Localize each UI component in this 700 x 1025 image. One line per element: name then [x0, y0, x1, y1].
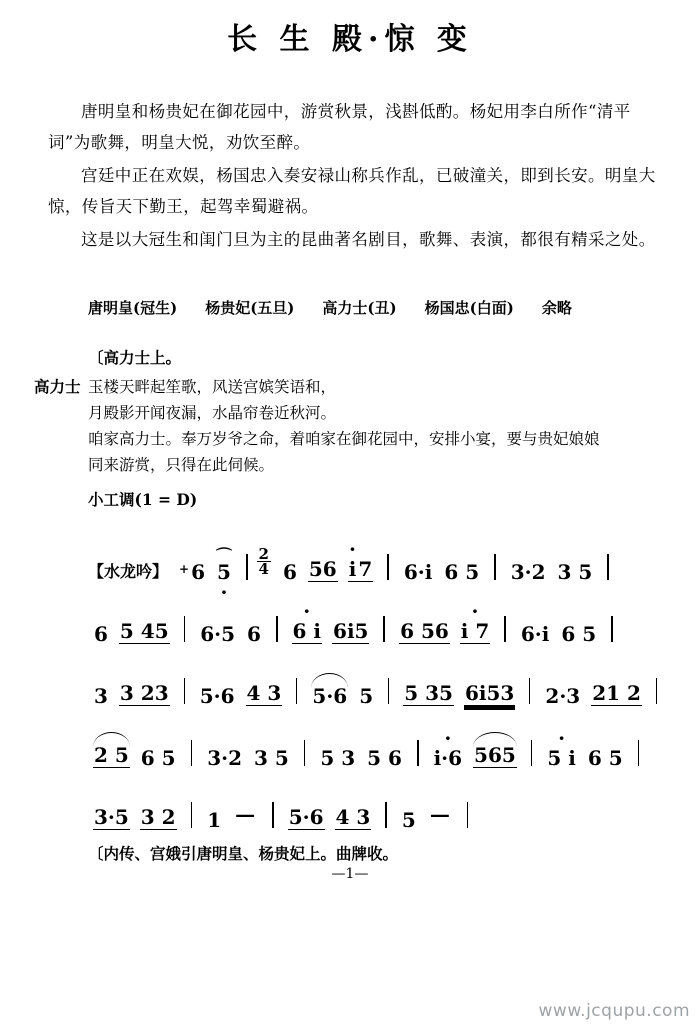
note-group	[510, 562, 547, 582]
note: 5	[359, 684, 374, 708]
note: 6 5	[587, 746, 623, 770]
numeric-score	[26, 524, 674, 834]
footer-stage-direction: 〔内传、宫娥引唐明皇、杨贵妃上。曲牌收。	[88, 844, 399, 863]
note: 5 45	[119, 619, 169, 643]
note-group	[403, 562, 433, 582]
grace-mark: +	[179, 562, 190, 576]
note-group	[460, 621, 490, 644]
note-group	[557, 562, 594, 582]
note: 6	[94, 622, 108, 646]
note-group	[464, 683, 515, 706]
note-extension-dash: —	[429, 802, 450, 826]
note: 6	[282, 560, 297, 584]
note-group	[206, 748, 243, 768]
barline	[656, 678, 657, 704]
role-item: 高力士(丑)	[322, 299, 397, 317]
barline	[388, 678, 389, 704]
note: 3·5	[94, 805, 129, 829]
barline	[184, 678, 185, 704]
score-system	[88, 586, 666, 648]
time-signature	[257, 547, 271, 576]
note-group	[288, 807, 325, 830]
page-title: 长 生 殿·惊 变	[227, 22, 473, 57]
note-group	[443, 562, 480, 582]
role-item: 杨贵妃(五旦)	[205, 299, 295, 317]
role-list	[26, 297, 674, 318]
note: 6	[191, 560, 205, 584]
note-group	[546, 748, 576, 768]
note: 3 5	[253, 746, 289, 770]
note-group	[348, 559, 374, 582]
note-group	[399, 621, 450, 644]
role-item: 杨国忠(白面)	[424, 299, 514, 317]
note: 3·2	[207, 746, 242, 770]
note-group	[332, 621, 369, 644]
note-group	[591, 683, 642, 706]
note: 6 5	[561, 622, 597, 646]
score-system	[88, 772, 666, 834]
speech-block	[26, 374, 674, 478]
score-system	[88, 524, 666, 586]
note: 6 56	[400, 619, 449, 643]
note: 6i53	[464, 681, 515, 705]
note-group	[544, 686, 581, 706]
watermark: www.jcqupu.com	[538, 1001, 690, 1021]
note-group	[358, 686, 374, 706]
note: 21 2	[592, 681, 641, 705]
note-group	[246, 624, 262, 644]
note: 4 3	[246, 681, 282, 705]
intro-text	[26, 96, 674, 255]
note: 5	[401, 808, 416, 832]
speech-line: 月殿影开闻夜漏，水晶帘卷近秋河。	[88, 404, 337, 422]
speech-line: 玉楼天畔起笙歌，风送宫嫔笑语和，	[88, 378, 337, 396]
role-item: 余略	[541, 299, 572, 317]
note-group	[401, 810, 417, 830]
note: 6 5	[444, 560, 480, 584]
note-group	[560, 624, 597, 644]
note-group	[366, 748, 403, 768]
barline	[638, 740, 640, 766]
intro-paragraph: 宫廷中正在欢娱，杨国忠入奏安禄山称兵作乱，已破潼关，即到长安。明皇大惊，传旨天下勤王，起驾幸蜀避祸。	[48, 166, 656, 216]
note-group	[473, 745, 517, 768]
time-signature-numerator: 2	[258, 545, 269, 563]
note: · 6 i	[292, 621, 322, 641]
note-extension-dash: —	[235, 802, 256, 826]
barline	[494, 554, 496, 580]
note: 2 5	[94, 743, 129, 767]
score-system	[88, 710, 666, 772]
barline	[191, 802, 193, 828]
note: · i·6	[433, 748, 463, 768]
page-number: —1—	[331, 866, 369, 882]
barline	[304, 740, 306, 766]
barline	[383, 616, 385, 642]
intro-paragraph: 唐明皇和杨贵妃在御花园中，游赏秋景，浅斟低酌。杨妃用李白所作“清平词”为歌舞，明皇大悦，劝饮至醉。	[48, 102, 631, 152]
note: 6i5	[333, 619, 369, 643]
note-group	[93, 624, 109, 644]
speech-line: 咱家高力士。奉万岁爷之命，着咱家在御花园中，安排小宴，要与贵妃娘娘	[88, 430, 600, 448]
time-signature-denominator: 4	[258, 560, 269, 578]
note-group	[319, 748, 356, 768]
barline	[504, 616, 506, 642]
barline	[246, 554, 248, 580]
cue-label: 【水龙吟】	[88, 562, 169, 581]
note: 1	[207, 808, 222, 832]
note: 6	[247, 622, 261, 646]
speaker-name: 高力士	[34, 377, 81, 396]
note-group	[292, 621, 322, 644]
note-group	[253, 748, 290, 768]
barline	[385, 802, 387, 828]
barline	[184, 616, 186, 642]
role-item: 唐明皇(冠生)	[88, 299, 178, 317]
pickup-note	[216, 562, 232, 582]
note: · i 7	[460, 621, 490, 641]
note-group	[140, 748, 177, 768]
barline	[296, 678, 297, 704]
note: 5 35	[404, 681, 453, 705]
pickup-note	[179, 562, 206, 582]
note: 6·i	[520, 622, 550, 646]
note-group	[308, 559, 338, 582]
note: 6·i	[403, 560, 433, 584]
note: 4 3	[335, 805, 371, 829]
note: 5·6	[288, 805, 324, 829]
note-group	[119, 683, 170, 706]
note: 5 6	[367, 746, 402, 770]
note: 56	[308, 557, 337, 581]
note: 5·6	[199, 684, 235, 708]
note-group	[520, 624, 550, 644]
note-group	[403, 683, 454, 706]
barline	[387, 554, 389, 580]
barline	[607, 554, 609, 580]
note-group	[206, 810, 222, 830]
barline	[417, 740, 419, 766]
note: · i	[348, 559, 358, 579]
note: · 5 i	[546, 748, 576, 768]
note-group	[93, 807, 130, 830]
barline	[611, 616, 613, 642]
note-group	[311, 686, 348, 706]
note: 2·3	[545, 684, 581, 708]
barline	[467, 802, 469, 828]
note-group	[282, 562, 298, 582]
note: 6 5	[140, 746, 176, 770]
note-group	[199, 624, 236, 644]
note-group	[246, 683, 283, 706]
note: 7	[358, 557, 373, 581]
barline	[529, 678, 530, 704]
barline	[191, 740, 193, 766]
note-group	[140, 807, 177, 830]
note-group	[93, 686, 109, 706]
note-group	[199, 686, 236, 706]
intro-paragraph: 这是以大冠生和闺门旦为主的昆曲著名剧目，歌舞、表演，都很有精采之处。	[81, 230, 656, 249]
note: ⌒ 5 ·	[216, 562, 232, 582]
note: 6·5	[200, 622, 236, 646]
speech-line: 同来游赏，只得在此伺候。	[88, 456, 275, 474]
note-group	[335, 807, 372, 830]
sheet-music-page	[0, 14, 700, 1025]
note: 3·2	[510, 560, 546, 584]
stage-direction: 〔高力士上。	[88, 348, 182, 367]
note-group	[93, 745, 130, 768]
barline	[272, 802, 274, 828]
note: 3	[94, 684, 108, 708]
note: 5 3	[320, 746, 356, 770]
score-system	[88, 648, 666, 710]
note: 3 23	[119, 681, 169, 705]
note: 565	[474, 743, 516, 767]
note-group	[433, 748, 463, 768]
barline	[276, 616, 278, 642]
note: 5·6	[312, 684, 348, 708]
note: 3 5	[557, 560, 593, 584]
barline	[531, 740, 533, 766]
note: 3 2	[140, 805, 176, 829]
note-group	[119, 621, 170, 644]
key-signature: 小工调(1 = D)	[88, 490, 198, 509]
note-group	[587, 748, 624, 768]
